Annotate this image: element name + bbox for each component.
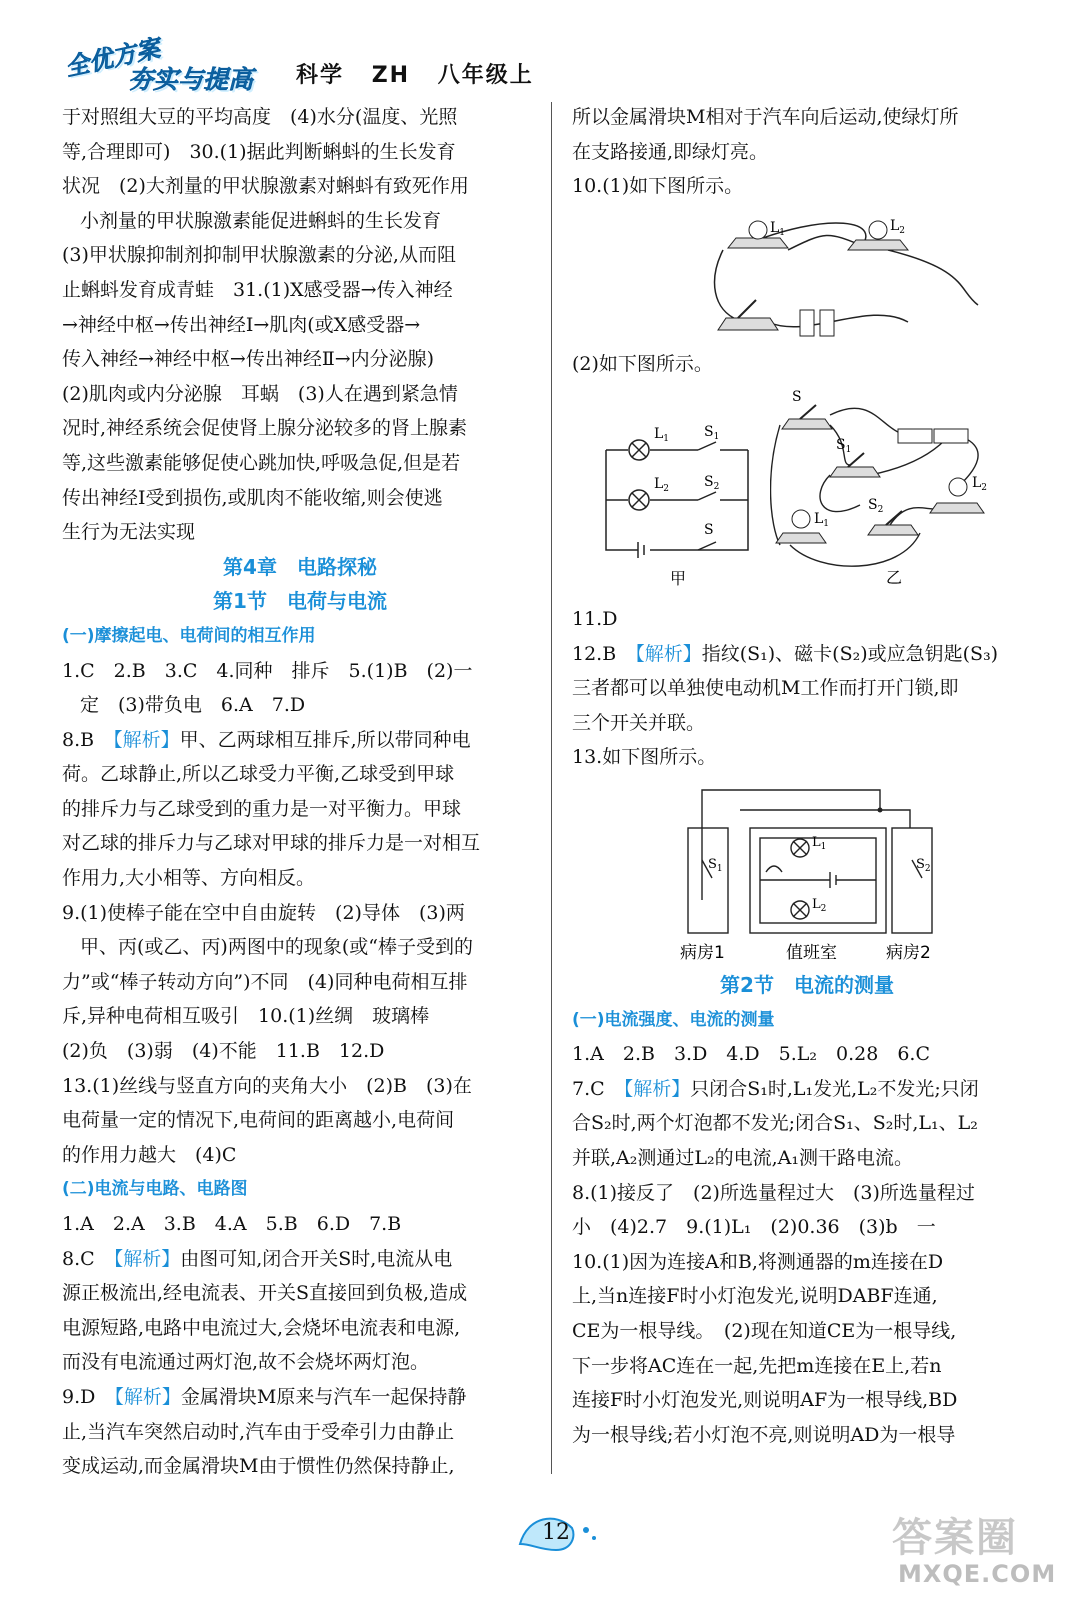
answer-line: 1.A 2.B 3.D 4.D 5.L₂ 0.28 6.C (572, 1043, 930, 1066)
answer-label: 8.C (62, 1247, 95, 1270)
answer-text: 只闭合S₁时,L₁发光,L₂不发光;只闭 (690, 1077, 979, 1100)
subject: 科学 (296, 63, 345, 88)
answer-line: 的作用力越大 (4)C (62, 1143, 237, 1166)
answer-line: 甲、丙(或乙、丙)两图中的现象(或“棒子受到的 (80, 936, 473, 959)
page-number: 12 (542, 1520, 570, 1545)
label-l2: $L_2$ (654, 476, 670, 494)
text-line: 传入神经→神经中枢→传出神经Ⅱ→内分泌腺) (62, 348, 435, 371)
text-line: →神经中枢→传出神经Ⅰ→肌肉(或X感受器→ (62, 313, 421, 336)
right-column-block (572, 968, 1042, 1452)
text-line: 于对照组大豆的平均高度 (4)水分(温度、光照 (62, 106, 458, 128)
chapter-title: 第4章 电路探秘 (223, 554, 377, 579)
answer-line: 8.(1)接反了 (2)所选量程过大 (3)所选量程过 (572, 1181, 975, 1204)
answer-line: 为一根导线;若小灯泡不亮,则说明AD为一根导 (572, 1423, 956, 1446)
answer-line: 1.A 2.A 3.B 4.A 5.B 6.D 7.B (62, 1213, 402, 1235)
label-s2: $S_2$ (868, 497, 884, 515)
label-yi: 乙 (886, 568, 903, 587)
answer-line: 的排斥力与乙球受到的重力是一对平衡力。甲球 (62, 797, 462, 820)
answer-line: 合S₂时,两个灯泡都不发光;闭合S₁、S₂时,L₁、L₂ (572, 1112, 978, 1135)
column-divider (551, 102, 552, 1474)
circuit-figure-ward (680, 780, 960, 970)
label-l2: $L_2$ (972, 475, 988, 493)
right-column-block (572, 602, 1042, 775)
answer-line: 13.(1)丝线与竖直方向的夹角大小 (2)B (3)在 (62, 1074, 472, 1097)
answer-label: 7.C (572, 1077, 605, 1100)
analysis-tag: 【解析】 (623, 1077, 691, 1100)
label-s2: $S_2$ (916, 857, 931, 874)
answer-line: 电源短路,电路中电流过大,会烧坏电流表和电源, (62, 1316, 461, 1339)
section-title: 第1节 电荷与电流 (213, 589, 387, 614)
circuit-schematic-jia (598, 410, 778, 590)
answer-line: 三个开关并联。 (572, 711, 706, 734)
answer-line: 1.C 2.B 3.C 4.同种 排斥 5.(1)B (2)一 (62, 659, 473, 682)
switch-s (782, 405, 832, 429)
left-column (62, 100, 538, 1484)
grade: 八年级上 (437, 63, 534, 88)
right-column (572, 100, 1042, 204)
answer-line: (2)负 (3)弱 (4)不能 11.B 12.D (62, 1040, 385, 1063)
label-s: S (792, 389, 802, 405)
text-line: 况时,神经系统会促使肾上腺分泌较多的肾上腺素 (62, 417, 468, 440)
answer-line: CE为一根导线。 (2)现在知道CE为一根导线, (572, 1319, 957, 1342)
subsection-title: (一)电流强度、电流的测量 (572, 1009, 775, 1030)
battery-pack (898, 429, 968, 443)
answer-line: 上,当n连接F时小灯泡发光,说明DABF连通, (572, 1285, 938, 1308)
label-jia: 甲 (670, 569, 687, 588)
switch-s1 (830, 453, 880, 477)
text-line: 等,这些激素能够促使心跳加快,呼吸急促,但是若 (62, 451, 461, 474)
answer-line: (2)如下图所示。 (572, 353, 713, 375)
answer-line: 小 (4)2.7 9.(1)L₁ (2)0.36 (3)b 一 (572, 1216, 936, 1239)
answer-line: 连接F时小灯泡发光,则说明AF为一根导线,BD (572, 1389, 958, 1412)
circuit-figure-physical-1 (708, 210, 1018, 345)
answer-line (62, 1242, 538, 1277)
switch (718, 300, 778, 330)
analysis-tag: 【解析】 (113, 1247, 181, 1270)
text-line: 传出神经Ⅰ受到损伤,或肌肉不能收缩,则会使逃 (62, 486, 443, 509)
battery-pack (800, 310, 834, 336)
text-line: (3)甲状腺抑制剂抑制甲状腺激素的分泌,从而阻 (62, 244, 456, 267)
answer-line: 11.D (572, 608, 618, 630)
text-line: 等,合理即可) 30.(1)据此判断蝌蚪的生长发育 (62, 140, 456, 163)
label-l2: $L_2$ (890, 218, 906, 236)
text-line: 状况 (2)大剂量的甲状腺激素对蝌蚪有致死作用 (62, 175, 469, 198)
answer-line: 源正极流出,经电流表、开关S直接回到负极,造成 (62, 1282, 468, 1305)
answer-line: 变成运动,而金属滑块M由于惯性仍然保持静止, (62, 1455, 455, 1478)
answer-line (62, 1380, 538, 1415)
answer-line: 所以金属滑块M相对于汽车向后运动,使绿灯所 (572, 106, 959, 128)
label-s1: $S_1$ (708, 857, 723, 874)
answer-line: 电荷量一定的情况下,电荷间的距离越小,电荷间 (62, 1109, 455, 1132)
answer-line: 止,当汽车突然启动时,汽车由于受牵引力由静止 (62, 1420, 455, 1443)
label-l1: $L_1$ (812, 835, 827, 852)
answer-text: 甲、乙两球相互排斥,所以带同种电 (179, 728, 471, 751)
analysis-tag: 【解析】 (114, 1385, 181, 1408)
answer-line: 三者都可以单独使电动机M工作而打开门锁,即 (572, 677, 959, 700)
answer-line: 13.如下图所示。 (572, 746, 717, 769)
watermark (868, 1504, 1068, 1594)
answer-line: 力”或“棒子转动方向”)不同 (4)同种电荷相互排 (62, 970, 468, 993)
edition: ZH (371, 63, 411, 88)
analysis-tag: 【解析】 (113, 728, 180, 751)
page-number-badge (516, 1510, 606, 1556)
label-duty-room: 值班室 (786, 943, 837, 963)
answer-line: 定 (3)带负电 6.A 7.D (80, 694, 306, 717)
analysis-tag: 【解析】 (635, 642, 702, 665)
label-l1: $L_1$ (814, 511, 830, 529)
answer-text: 指纹(S₁)、磁卡(S₂)或应急钥匙(S₃) (701, 642, 999, 665)
label-s1: $S_1$ (704, 424, 720, 442)
answer-text: 金属滑块M原来与汽车一起保持静 (180, 1385, 467, 1408)
subsection-title: (一)摩擦起电、电荷间的相互作用 (62, 625, 316, 646)
answer-line: 荷。乙球静止,所以乙球受力平衡,乙球受到甲球 (62, 763, 455, 786)
label-s1: $S_1$ (836, 437, 852, 455)
answer-line: 斥,异种电荷相互吸引 10.(1)丝绸 玻璃棒 (62, 1005, 430, 1028)
answer-line (572, 1072, 1042, 1107)
answer-line: 在支路接通,即绿灯亮。 (572, 140, 769, 163)
answer-line: 9.(1)使棒子能在空中自由旋转 (2)导体 (3)两 (62, 901, 465, 924)
answer-line: 下一步将AC连在一起,先把m连接在E上,若n (572, 1354, 942, 1377)
label-s: S (704, 522, 714, 538)
logo-line-2: 夯实与提高 (128, 65, 254, 94)
answer-line: 10.(1)因为连接A和B,将测通器的m连接在D (572, 1250, 944, 1273)
answer-line: 作用力,大小相等、方向相反。 (62, 867, 316, 890)
book-title (296, 58, 552, 89)
label-room-2: 病房2 (886, 943, 931, 963)
brand-logo (58, 36, 272, 98)
answer-line: 对乙球的排斥力与乙球对甲球的排斥力是一对相互 (62, 832, 481, 855)
text-line: (2)肌肉或内分泌腺 耳蜗 (3)人在遇到紧急情 (62, 382, 458, 405)
answer-label: 8.B (62, 728, 95, 751)
subsection-title: (二)电流与电路、电路图 (62, 1179, 248, 1200)
answer-line (572, 637, 1042, 672)
text-line: 小剂量的甲状腺激素能促进蝌蚪的生长发育 (80, 209, 442, 232)
circuit-figure-physical-yi (770, 385, 1020, 590)
watermark-text: 答案圈 (892, 1515, 1018, 1561)
label-room-1: 病房1 (680, 943, 725, 963)
answer-line: 10.(1)如下图所示。 (572, 175, 744, 198)
switch-s2 (868, 511, 918, 535)
label-l1: $L_1$ (654, 426, 670, 444)
logo-line-1: 全优方案 (62, 34, 163, 82)
answer-text: 由图可知,闭合开关S时,电流从电 (180, 1247, 453, 1270)
right-column-block (572, 347, 1042, 382)
section-title: 第2节 电流的测量 (720, 973, 894, 997)
label-l1: $L_1$ (770, 220, 786, 238)
answer-line (62, 723, 538, 758)
answer-line: 而没有电流通过两灯泡,故不会烧坏两灯泡。 (62, 1351, 430, 1374)
answer-label: 12.B (572, 642, 617, 665)
text-line: 止蝌蚪发育成青蛙 31.(1)X感受器→传入神经 (62, 278, 453, 301)
label-s2: $S_2$ (704, 474, 720, 492)
label-l2: $L_2$ (812, 897, 827, 914)
text-line: 生行为无法实现 (62, 521, 196, 544)
watermark-url: MXQE.COM (898, 1560, 1057, 1588)
answer-line: 并联,A₂测通过L₂的电流,A₁测干路电流。 (572, 1146, 913, 1169)
answer-label: 9.D (62, 1385, 96, 1408)
